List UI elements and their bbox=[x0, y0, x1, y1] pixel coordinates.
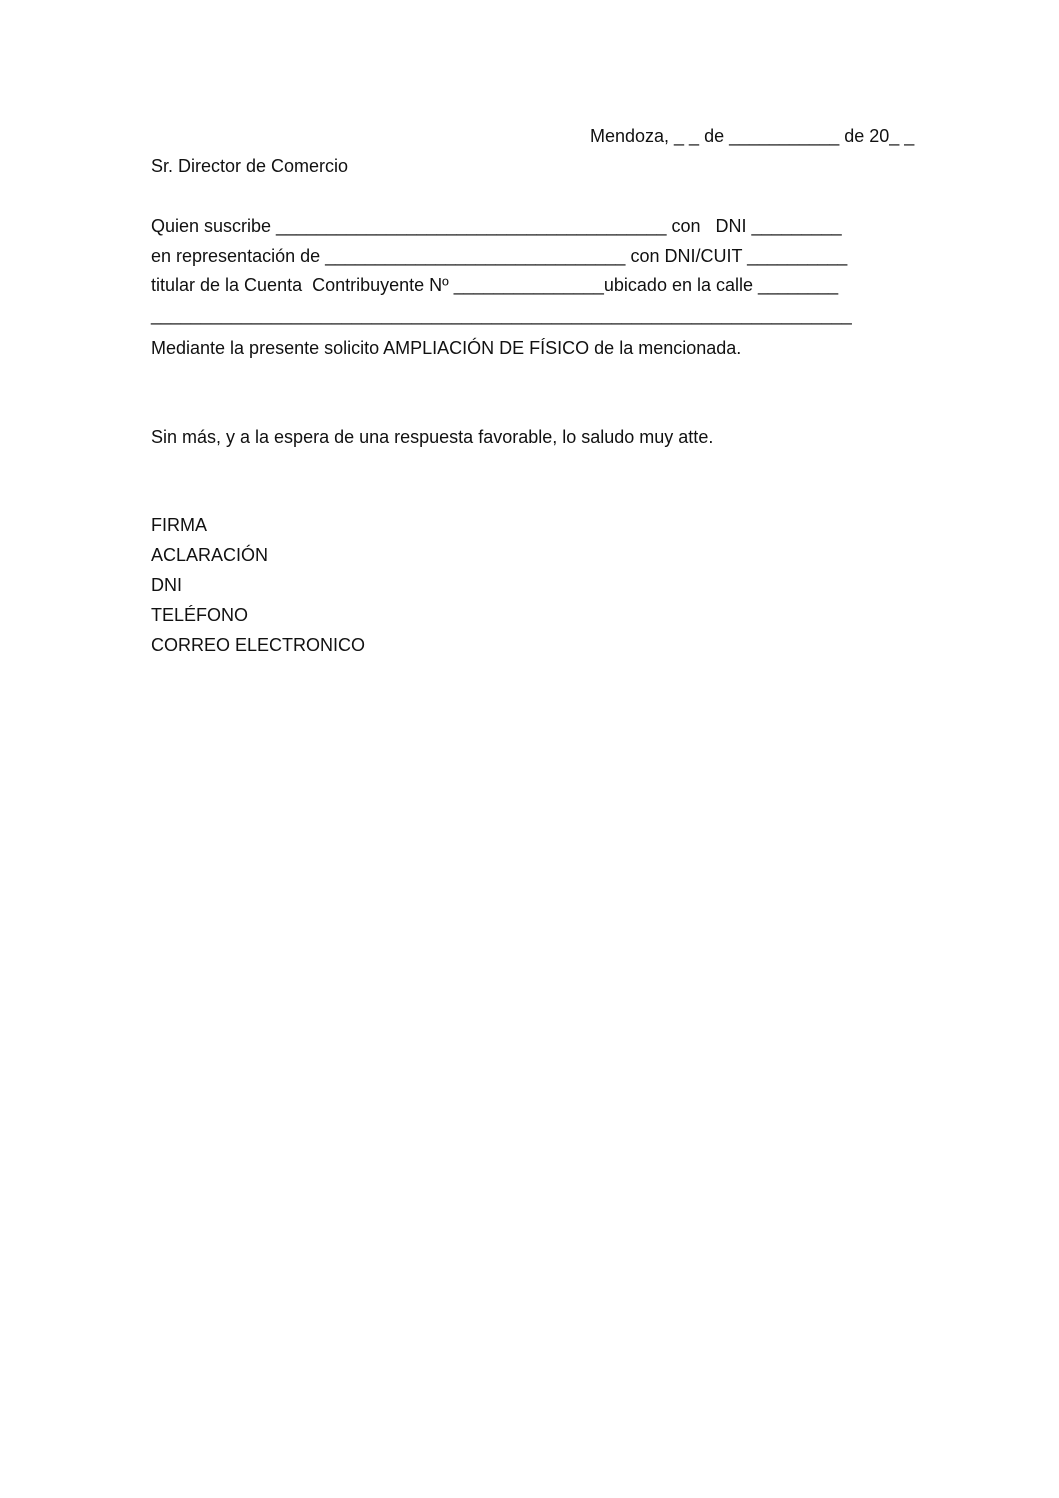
signature-field-correo: CORREO ELECTRONICO bbox=[151, 635, 366, 655]
body-line-address-blank: ______________________________________________________________________ bbox=[151, 305, 852, 325]
body-line-request: Mediante la presente solicito AMPLIACIÓN DE FÍSICO de la mencionada. bbox=[151, 338, 742, 358]
date-line: Mendoza, _ _ de ___________ de 20_ _ bbox=[590, 126, 915, 146]
body-line-representation: en representación de ______________________________ con DNI/CUIT __________ bbox=[151, 246, 848, 266]
addressee: Sr. Director de Comercio bbox=[151, 156, 349, 176]
signature-field-firma: FIRMA bbox=[151, 515, 207, 535]
body-line-subscriber: Quien suscribe _______________________________________ con DNI _________ bbox=[151, 216, 842, 236]
signature-field-aclaracion: ACLARACIÓN bbox=[151, 545, 269, 565]
closing-line: Sin más, y a la espera de una respuesta favorable, lo saludo muy atte. bbox=[151, 427, 714, 447]
signature-field-dni: DNI bbox=[151, 575, 182, 595]
signature-field-telefono: TELÉFONO bbox=[151, 605, 249, 625]
body-line-account: titular de la Cuenta Contribuyente Nº _______________ubicado en la calle ________ bbox=[151, 275, 839, 295]
